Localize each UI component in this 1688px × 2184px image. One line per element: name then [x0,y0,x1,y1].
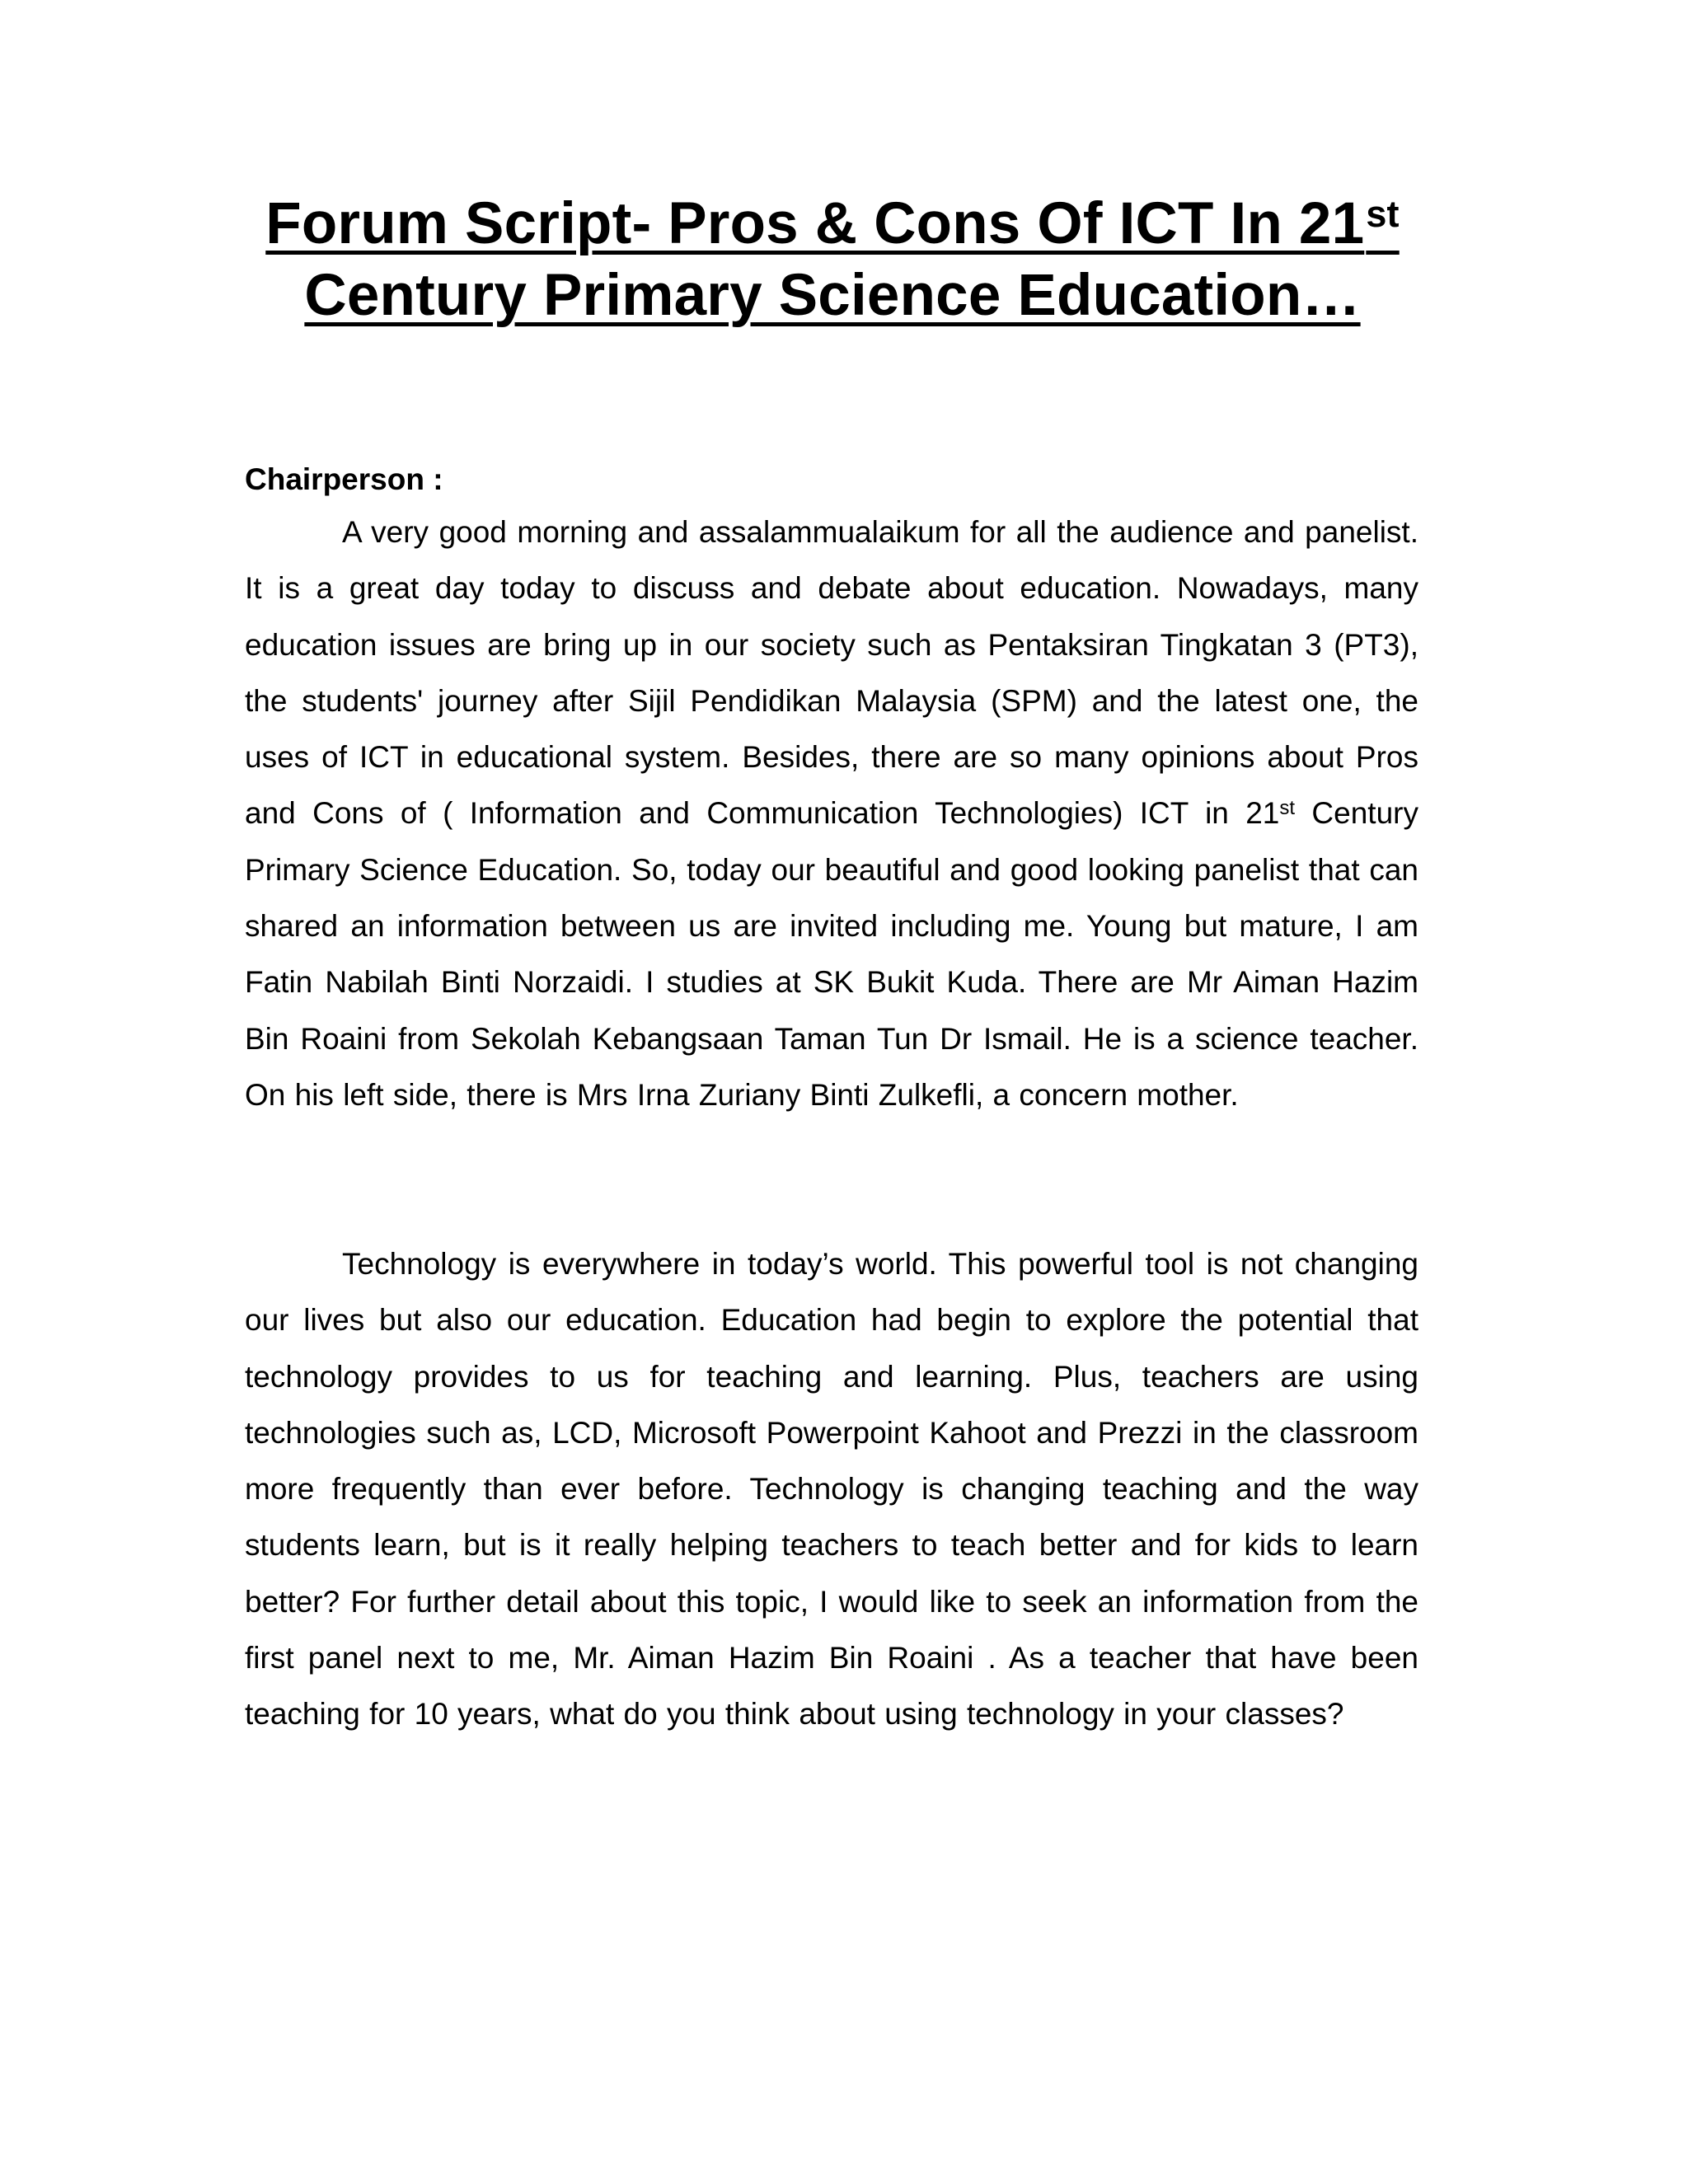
title-line-1-text: Forum Script- Pros & Cons Of ICT In 21 [265,191,1365,256]
title-line-2: Century Primary Science Education… [304,263,1361,328]
speaker-label: Chairperson : [245,462,443,496]
paragraph-intro-part2: Century Primary Science Education. So, today our beautiful and good looking panelist that can shared an information between us are invited including me. Young but mature, I am Fatin Nabilah Binti Norzaidi. I studies at SK Bukit Kuda. There are Mr Aiman Hazim Bin Roaini from Sekolah Kebangsaan Taman Tun Dr Ismail. He is a science teacher. On his left side, there is Mrs Irna Zuriany Binti Zulkefli, a concern mother. [245,796,1418,1112]
paragraph-intro [245,504,1418,1123]
title-line-1 [239,188,1426,260]
paragraph-technology: Technology is everywhere in today’s world. This powerful tool is not changing our lives but also our education. Education had begin to explore the potential that technology provides to us for teaching and learning. Plus, teachers are using technologies such as, LCD, Microsoft Powerpoint Kahoot and Prezzi in the classroom more frequently than ever before. Technology is changing teaching and the way students learn, but is it really helping teachers to teach better and for kids to learn better? For further detail about this topic, I would like to seek an information from the first panel next to me, Mr. Aiman Hazim Bin Roaini . As a teacher that have been teaching for 10 years, what do you think about using technology in your classes? [245,1247,1418,1732]
document-title [239,188,1426,331]
title-superscript: st [1366,193,1400,235]
paragraph-intro-part1: A very good morning and assalammualaikum for all the audience and panelist. It is a great day today to discuss and debate about education. Nowadays, many education issues are bring up in our society such as Pentaksiran Tingkatan 3 (PT3), the students' journey after Sijil Pendidikan Malaysia (SPM) and the latest one, the uses of ICT in educational system. Besides, there are so many opinions about Pros and Cons of ( Information and Communication Technologies) ICT in 21 [245,515,1418,831]
paragraph-intro-superscript: st [1279,797,1296,820]
